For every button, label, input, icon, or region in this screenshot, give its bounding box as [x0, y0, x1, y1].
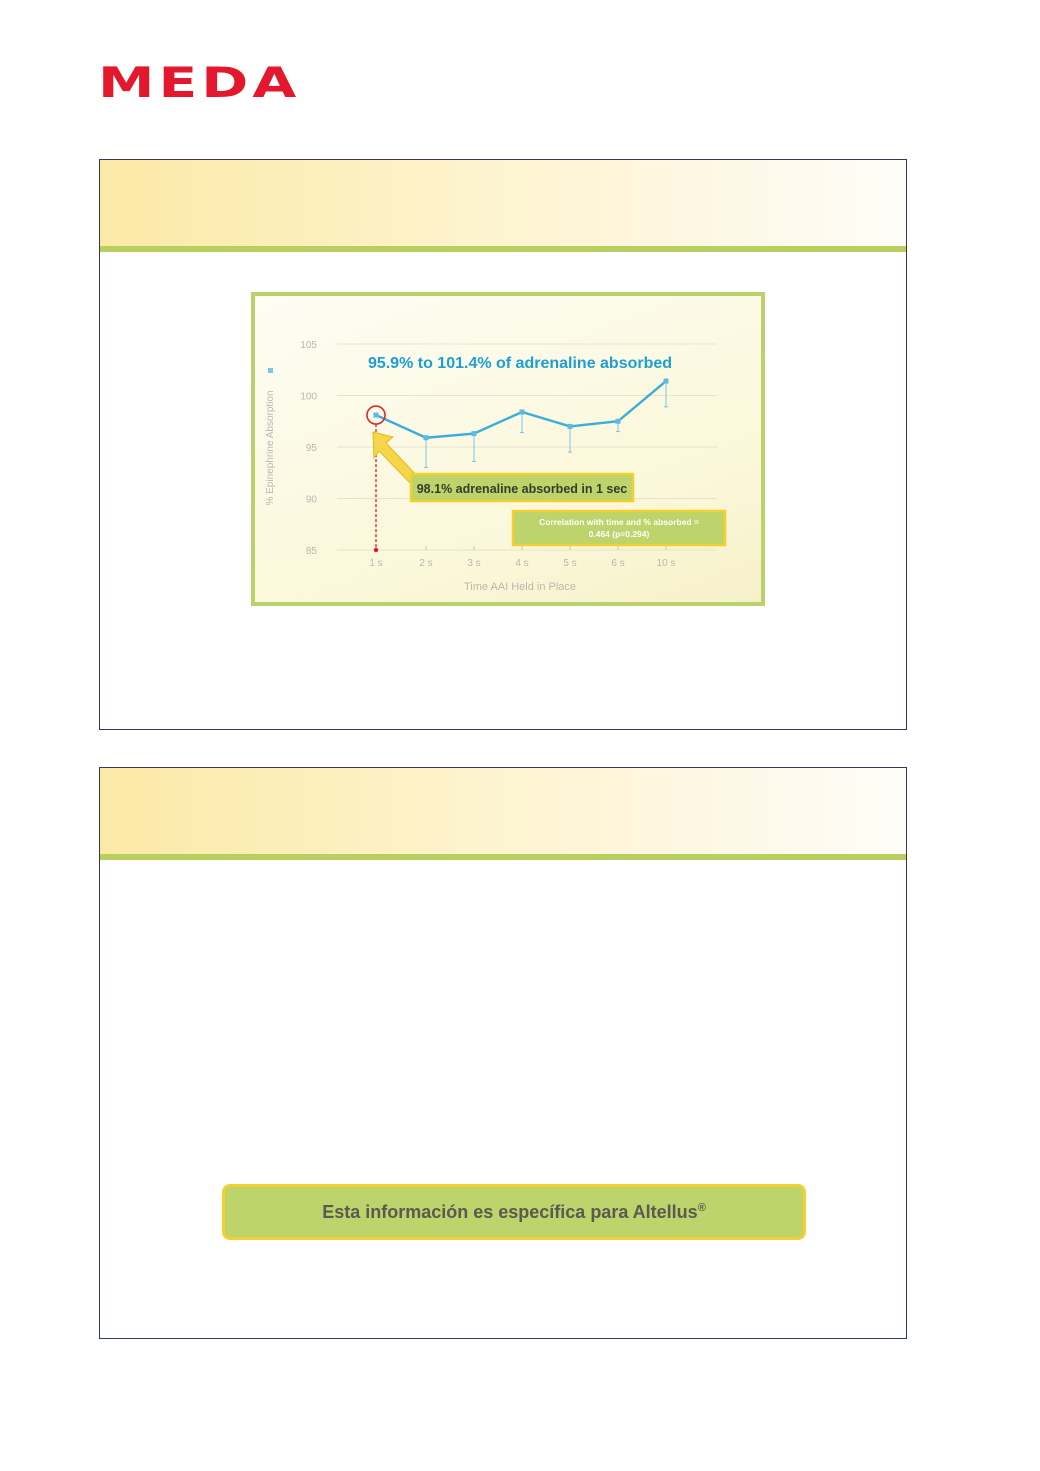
correlation-line-1: Correlation with time and % absorbed = — [539, 517, 699, 527]
y-tick-label: 85 — [305, 546, 317, 557]
y-tick-label: 105 — [300, 340, 317, 351]
meda-logo: MEDA — [98, 58, 301, 107]
y-axis-label: % Epinephrine Absorption — [265, 390, 276, 506]
y-tick-label: 100 — [300, 391, 317, 403]
slide-2 — [99, 767, 907, 1339]
highlight-label: 98.1% adrenaline absorbed in 1 sec — [416, 482, 628, 496]
altellus-notice-box — [222, 1184, 806, 1240]
slide-header-band — [100, 160, 906, 246]
data-point — [520, 409, 525, 414]
y-tick-label: 95 — [305, 443, 317, 454]
x-tick-label: 4 s — [515, 558, 529, 569]
altellus-notice: Esta información es específica para Altellus® — [322, 1201, 706, 1222]
x-axis-label: Time AAI Held in Place — [463, 581, 577, 593]
data-point — [568, 424, 573, 429]
data-point — [374, 413, 379, 418]
y-axis-legend-marker — [268, 368, 273, 373]
correlation-line-2: 0.464 (p=0.294) — [588, 529, 650, 539]
x-tick-label: 2 s — [419, 558, 433, 569]
chart-frame — [251, 292, 765, 606]
slide-header-rule — [100, 246, 906, 252]
x-tick-label: 10 s — [656, 558, 676, 569]
y-tick-label: 90 — [305, 494, 317, 506]
slide-1 — [99, 159, 907, 730]
data-point — [616, 419, 621, 424]
slide-header-band — [100, 768, 906, 854]
data-point — [424, 435, 429, 440]
absorption-chart — [255, 296, 761, 602]
data-point — [472, 431, 477, 436]
x-tick-label: 5 s — [563, 558, 577, 569]
data-point — [664, 379, 669, 384]
highlight-axis-dot — [374, 548, 378, 552]
slide-header-rule — [100, 854, 906, 860]
x-tick-label: 1 s — [369, 558, 383, 569]
series-line — [376, 381, 666, 438]
x-tick-label: 3 s — [467, 558, 481, 569]
x-tick-label: 6 s — [611, 558, 625, 569]
chart-title: 95.9% to 101.4% of adrenaline absorbed — [367, 355, 673, 372]
